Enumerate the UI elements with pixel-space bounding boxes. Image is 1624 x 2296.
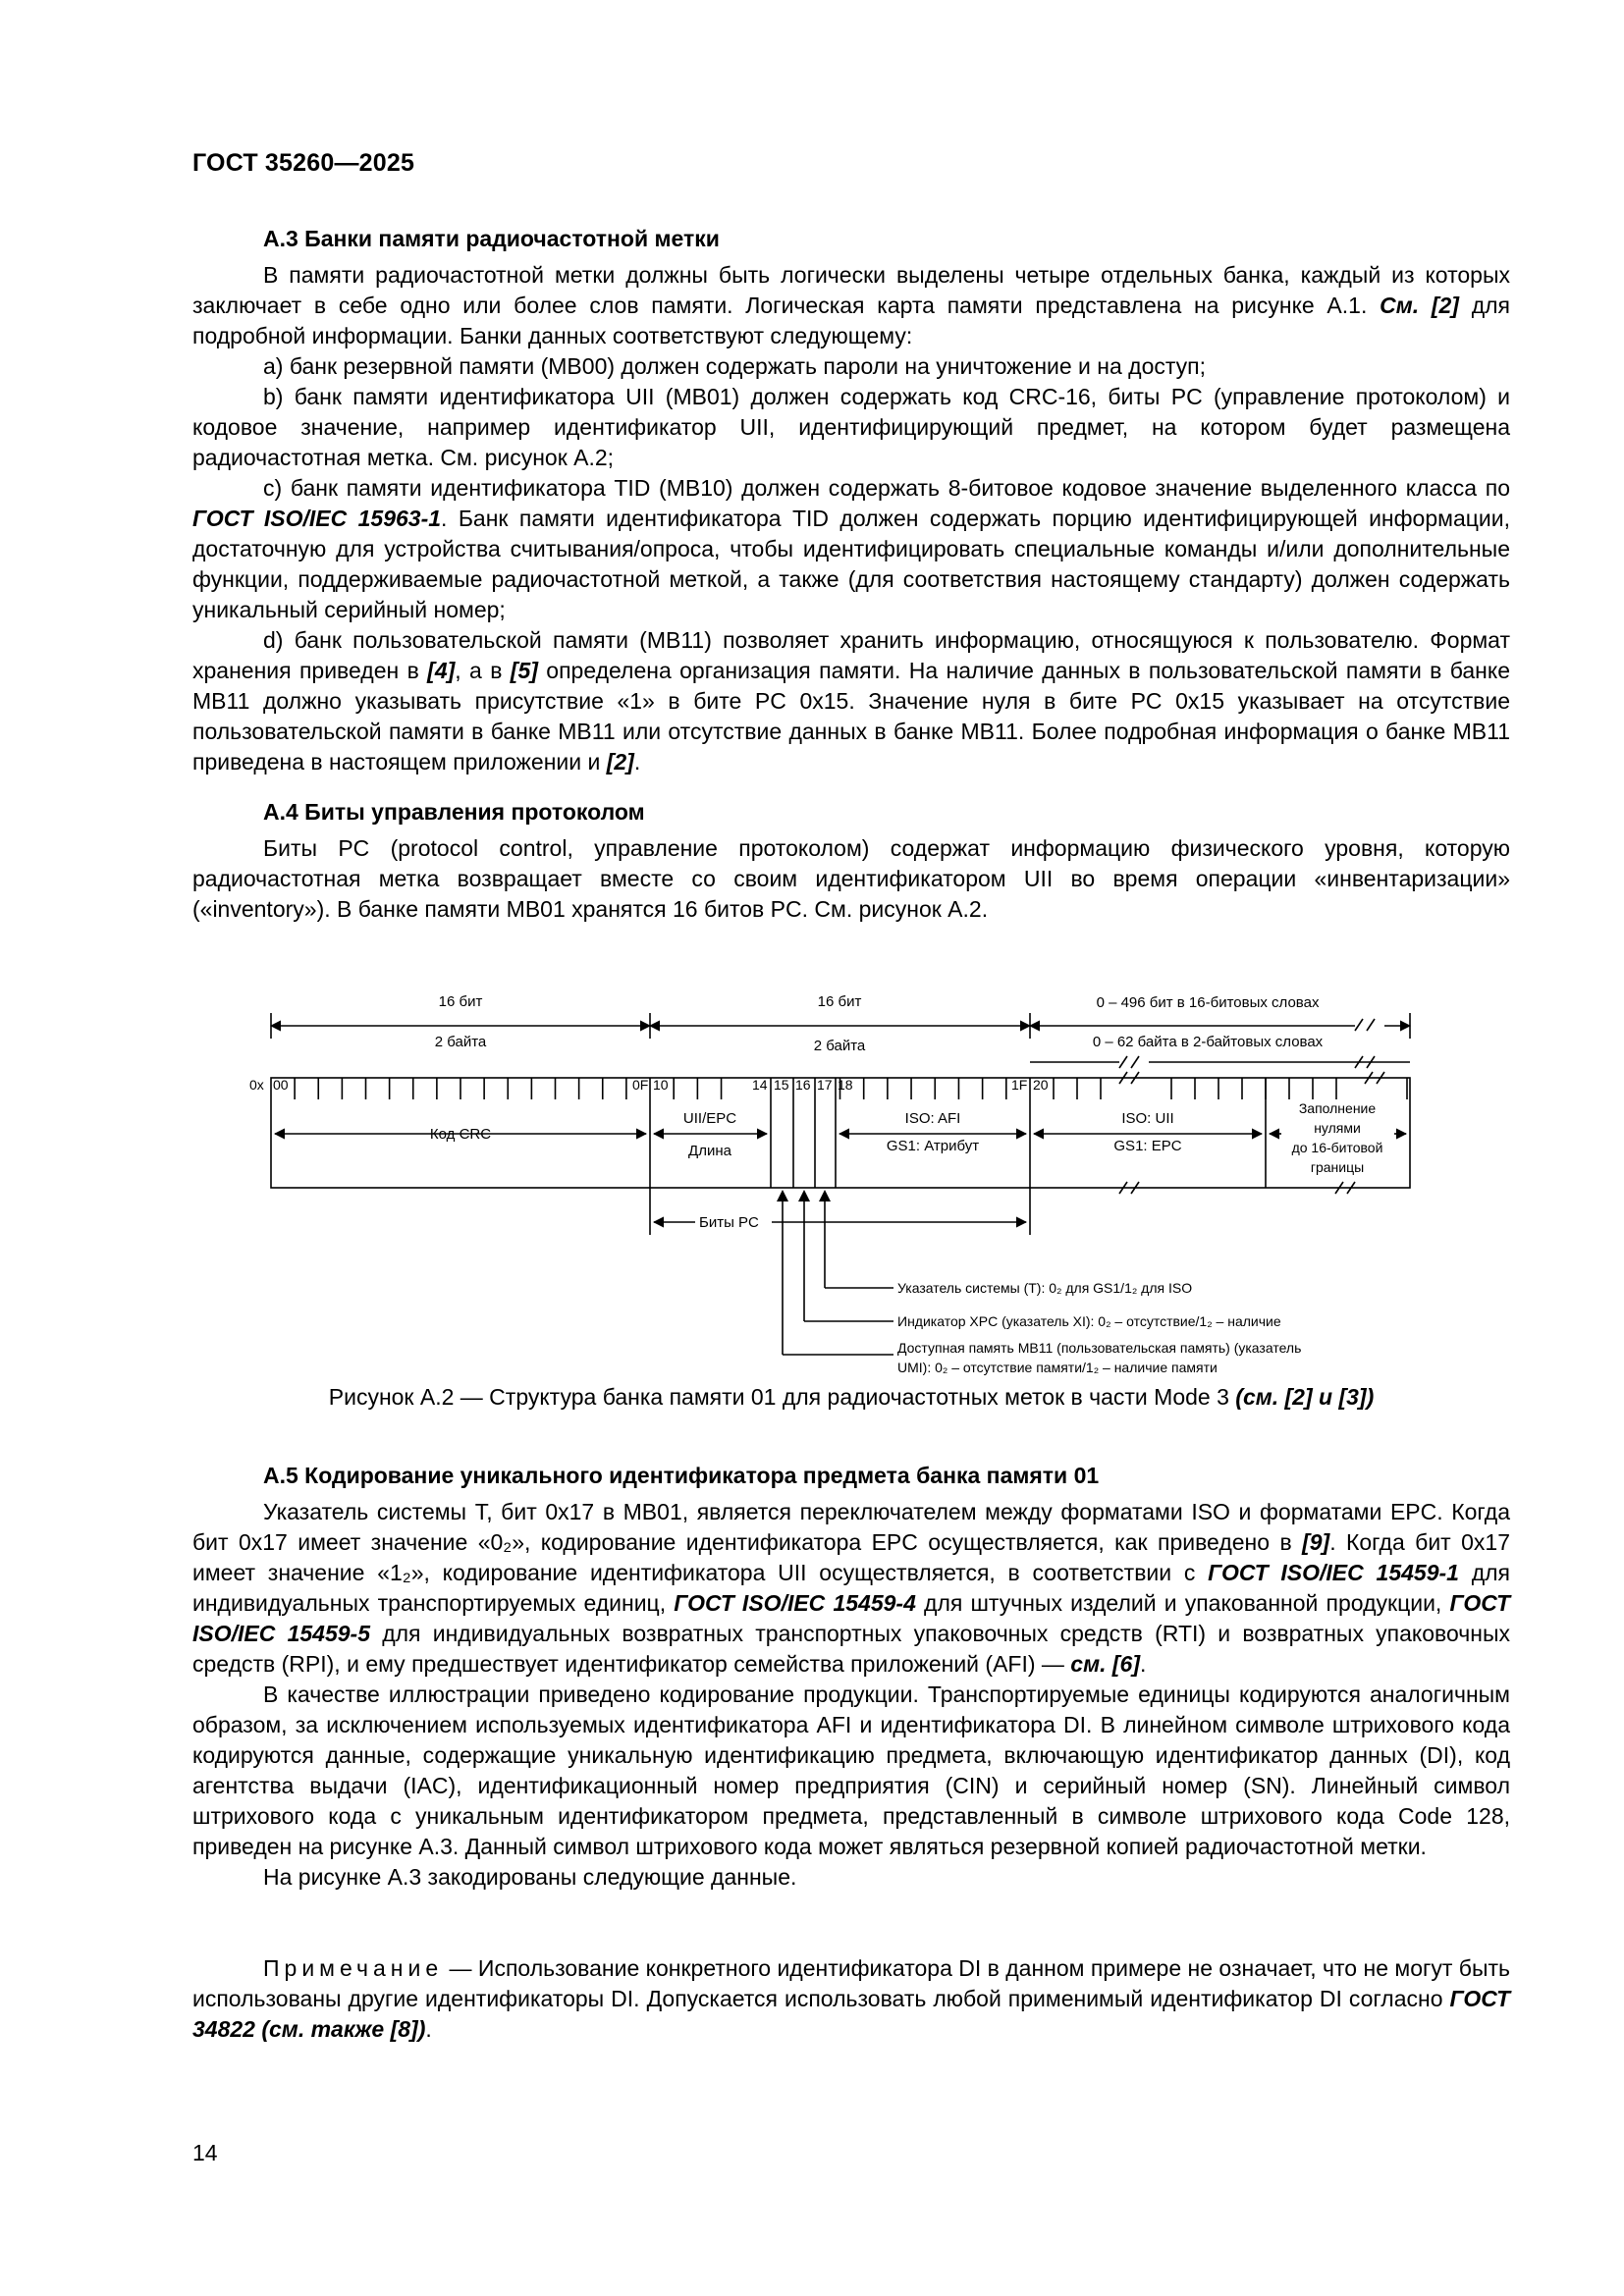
label-gs1-epc: GS1: EPC xyxy=(1113,1138,1182,1154)
annotation-t: Указатель системы (T): 0₂ для GS1/1₂ для ISO xyxy=(897,1280,1193,1296)
a3-paragraph-1: В памяти радиочастотной метки должны быть логически выделены четыре отдельных банка, каждый из которых заключает в себе одно или более слов памяти. Логическая карта памяти представлена на рисунке А.1. См. [2] для подробной информации. Банки данных соответствуют следующему: xyxy=(192,262,1511,348)
label-2byte-2: 2 байта xyxy=(813,1038,866,1054)
label-16bit-1: 16 бит xyxy=(438,993,483,1010)
note-paragraph: Примечание — Использование конкретного идентификатора DI в данном примере не означает, что не могут быть использованы другие идентификаторы DI. Допускается использовать любой применимый идентификатор DI согласно ГОСТ 34822 (см. также [8]). xyxy=(192,1955,1511,2042)
a3-item-b: b) банк памяти идентификатора UII (МВ01) должен содержать код CRC-16, биты PC (управление протоколом) и кодовое значение, например идентификатор UII, идентифицирующий предмет, на котором будет размещена радиочастотная метка. См. рисунок А.2; xyxy=(192,384,1510,470)
addr-1F: 1F xyxy=(1011,1077,1028,1093)
a3-item-c: c) банк памяти идентификатора TID (МВ10) должен содержать 8-битовое кодовое значение выделенного класса по ГОСТ ISO/IEC 15963-1. Банк памяти идентификатора TID должен содержать порцию идентифицирующей информации, достаточную для устройства считывания/опроса, чтобы идентифицировать специальные команды и/или дополнительные функции, поддерживаемые радиочастотной меткой, а также (для соответствия настоящему стандарту) должен содержать уникальный серийный номер; xyxy=(192,475,1511,622)
addr-18: 18 xyxy=(838,1077,853,1093)
note xyxy=(192,1953,1510,2045)
label-gs1-attr: GS1: Атрибут xyxy=(886,1138,980,1154)
annotation-umi-1: Доступная память МВ11 (пользовательская память) (указатель xyxy=(897,1340,1302,1356)
figure-a2 xyxy=(236,982,1434,1394)
figure-caption: Рисунок А.2 — Структура банка памяти 01 для радиочастотных меток в части Mode 3 (см. [2] и [3]) xyxy=(328,1384,1375,1410)
label-fill-3: до 16-битовой xyxy=(1291,1140,1383,1155)
addr-20: 20 xyxy=(1033,1077,1049,1093)
addr-00: 00 xyxy=(273,1077,289,1093)
addr-15: 15 xyxy=(774,1077,789,1093)
a5-paragraph-1: Указатель системы T, бит 0x17 в МВ01, является переключателем между форматами ISO и форматами EPC. Когда бит 0x17 имеет значение «0₂», кодирование идентификатора EPC осуществляется, как приведено в [9]. Когда бит 0x17 имеет значение «1₂», кодирование идентификатора UII осуществляется, в соответствии с ГОСТ ISO/IEC 15459-1 для индивидуальных транспортируемых единиц, ГОСТ ISO/IEC 15459-4 для штучных изделий и упакованной продукции, ГОСТ ISO/IEC 15459-5 для индивидуальных возвратных транспортных упаковочных средств (RTI) и возвратных упаковочных средств (RPI), и ему предшествует идентификатор семейства приложений (AFI) — см. [6]. xyxy=(192,1499,1510,1677)
annotation-xpc: Индикатор XPC (указатель XI): 0₂ – отсутствие/1₂ – наличие xyxy=(897,1313,1281,1329)
label-iso-uii: ISO: UII xyxy=(1121,1110,1174,1127)
document-header: ГОСТ 35260—2025 xyxy=(192,149,415,177)
a5-paragraph-3: На рисунке А.3 закодированы следующие данные. xyxy=(263,1864,797,1890)
section-a5-title: А.5 Кодирование уникального идентификатора предмета банка памяти 01 xyxy=(263,1463,1100,1488)
a5-paragraph-2: В качестве иллюстрации приведено кодирование продукции. Транспортируемые единицы кодируются аналогичным образом, за исключением используемых идентификатора AFI и идентификатора DI. В линейном символе штрихового кода кодируются данные, содержащие уникальную идентификацию предмета, включающую идентификатор данных (DI), код агентства выдачи (IAC), идентификационный номер предприятия (CIN) и серийный номер (SN). Линейный символ штрихового кода с уникальным идентификатором предмета, представленный в символе штрихового кода Code 128, приведен на рисунке А.3. Данный символ штрихового кода может являться резервной копией радиочастотной метки. xyxy=(192,1682,1510,1859)
label-fill-4: границы xyxy=(1310,1159,1365,1175)
addr-14: 14 xyxy=(752,1077,768,1093)
label-uii-epc: UII/EPC xyxy=(682,1110,737,1127)
label-pc-bits: Биты PC xyxy=(699,1214,759,1231)
label-length: Длина xyxy=(688,1143,731,1159)
addr-17: 17 xyxy=(817,1077,833,1093)
memory-bank-diagram xyxy=(236,982,1434,1394)
addr-10: 10 xyxy=(653,1077,669,1093)
section-a3-title: А.3 Банки памяти радиочастотной метки xyxy=(263,226,720,251)
annotation-umi-2: UMI): 0₂ – отсутствие памяти/1₂ – наличие памяти xyxy=(897,1360,1218,1375)
label-16bit-2: 16 бит xyxy=(817,993,862,1010)
section-a5 xyxy=(192,1461,1510,1893)
a3-item-d: d) банк пользовательской памяти (МВ11) позволяет хранить информацию, относящуюся к пользователю. Формат хранения приведен в [4], а в [5] определена организация памяти. На наличие данных в пользовательской памяти в банке МВ11 должно указывать присутствие «1» в бите PC 0x15. Значение нуля в бите PC 0x15 указывает на отсутствие пользовательской памяти в банке МВ11 или отсутствие данных в банке МВ11. Более подробная информация о банке МВ11 приведена в настоящем приложении и [2]. xyxy=(192,627,1510,774)
note-label: Примечание xyxy=(263,1955,444,1981)
a3-item-a: a) банк резервной памяти (МВ00) должен содержать пароли на уничтожение и на доступ; xyxy=(263,353,1207,379)
label-range-bytes: 0 – 62 байта в 2-байтовых словах xyxy=(1092,1034,1324,1050)
addr-0F: 0F xyxy=(632,1077,649,1093)
label-iso-afi: ISO: AFI xyxy=(904,1110,961,1127)
addr-16: 16 xyxy=(795,1077,811,1093)
label-2byte-1: 2 байта xyxy=(434,1034,487,1050)
label-fill-1: Заполнение xyxy=(1298,1100,1377,1116)
section-a3 xyxy=(192,224,1510,777)
label-range-bits: 0 – 496 бит в 16-битовых словах xyxy=(1096,994,1320,1011)
addr-0x: 0x xyxy=(249,1077,264,1093)
label-crc: Код CRC xyxy=(429,1126,492,1143)
section-a4-title: А.4 Биты управления протоколом xyxy=(263,799,645,825)
section-a4 xyxy=(192,797,1510,925)
label-fill-2: нулями xyxy=(1314,1120,1361,1136)
a4-paragraph-1: Биты PC (protocol control, управление протоколом) содержат информацию физического уровня, которую радиочастотная метка возвращает вместе со своим идентификатором UII во время операции «инвентаризации» («inventory»). В банке памяти МВ01 хранятся 16 битов PC. См. рисунок А.2. xyxy=(192,835,1510,922)
page-number: 14 xyxy=(192,2140,218,2165)
